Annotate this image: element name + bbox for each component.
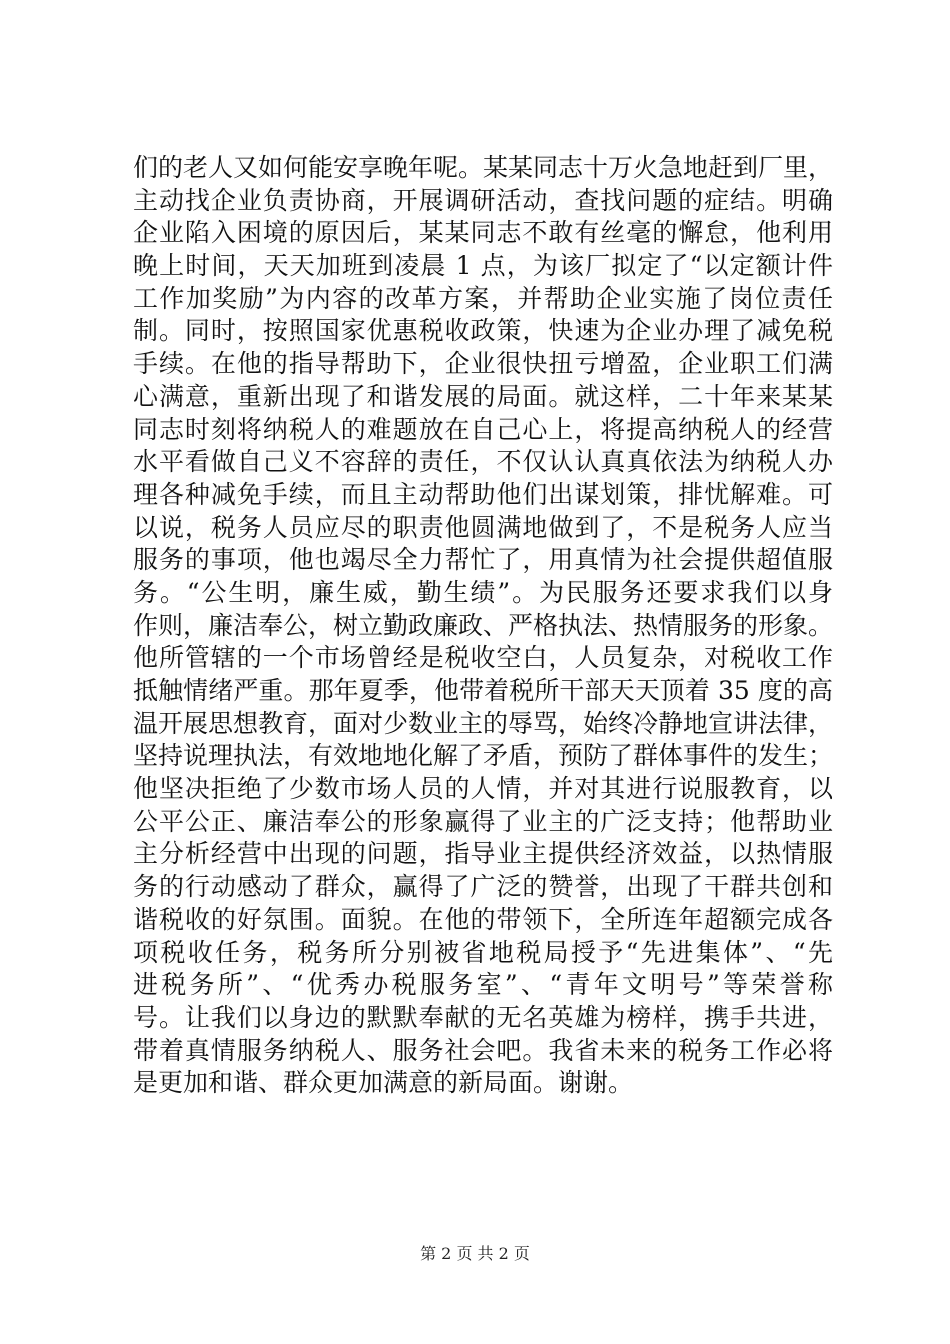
text-line: 制。同时，按照国家优惠税收政策，快速为企业办理了减免税 (133, 316, 833, 346)
text-line: 工作加奖励”为内容的改革方案，并帮助企业实施了岗位责任 (133, 283, 833, 313)
text-line: 进税务所”、“优秀办税服务室”、“青年文明号”等荣誉称 (133, 970, 833, 1000)
text-line: 坚持说理执法，有效地地化解了矛盾，预防了群体事件的发生； (133, 741, 834, 771)
text-line: 们的老人又如何能安享晚年呢。某某同志十万火急地赶到厂里， (133, 153, 834, 182)
text-line: 理各种减免手续，而且主动帮助他们出谋划策，排忧解难。可 (133, 479, 833, 509)
text-line: 公平公正、廉洁奉公的形象赢得了业主的广泛支持；他帮助业 (133, 806, 833, 836)
text-line: 手续。在他的指导帮助下，企业很快扭亏增盈，企业职工们满 (133, 349, 833, 379)
text-line: 温开展思想教育，面对少数业主的辱骂，始终冷静地宣讲法律， (133, 708, 834, 738)
text-line: 务。“公生明，廉生威，勤生绩”。为民服务还要求我们以身 (133, 577, 833, 607)
text-line: 抵触情绪严重。那年夏季，他带着税所干部天天顶着 35 度的高 (133, 676, 833, 705)
text-line: 主分析经营中出现的问题，指导业主提供经济效益，以热情服 (133, 839, 833, 869)
text-line: 务的行动感动了群众，赢得了广泛的赞誉，出现了干群共创和 (133, 872, 833, 902)
text-line: 企业陷入困境的原因后，某某同志不敢有丝毫的懈怠，他利用 (133, 218, 833, 248)
text-line: 以说，税务人员应尽的职责他圆满地做到了，不是税务人应当 (133, 512, 833, 542)
text-line: 他坚决拒绝了少数市场人员的人情，并对其进行说服教育，以 (133, 774, 833, 804)
text-line: 他所管辖的一个市场曾经是税收空白，人员复杂，对税收工作 (133, 643, 833, 673)
text-line: 服务的事项，他也竭尽全力帮忙了，用真情为社会提供超值服 (133, 545, 833, 575)
text-line: 谐税收的好氛围。面貌。在他的带领下，全所连年超额完成各 (133, 904, 833, 934)
text-line: 号。让我们以身边的默默奉献的无名英雄为榜样，携手共进， (133, 1002, 833, 1032)
body-text (133, 152, 833, 1100)
text-line: 带着真情服务纳税人、服务社会吧。我省未来的税务工作必将 (133, 1035, 833, 1065)
text-line: 水平看做自己义不容辞的责任，不仅认认真真依法为纳税人办 (133, 447, 833, 477)
text-line: 项税收任务，税务所分别被省地税局授予“先进集体”、“先 (133, 937, 833, 967)
text-line: 心满意，重新出现了和谐发展的局面。就这样，二十年来某某 (133, 381, 833, 411)
text-line-last: 是更加和谐、群众更加满意的新局面。谢谢。 (133, 1068, 634, 1098)
text-line: 同志时刻将纳税人的难题放在自己心上，将提高纳税人的经营 (133, 414, 833, 444)
text-line: 主动找企业负责协商，开展调研活动，查找问题的症结。明确 (133, 185, 833, 215)
page-number-footer: 第 2 页 共 2 页 (420, 1244, 530, 1263)
text-line: 晚上时间，天天加班到凌晨 1 点，为该厂拟定了“以定额计件 (133, 251, 833, 281)
text-line: 作则，廉洁奉公，树立勤政廉政、严格执法、热情服务的形象。 (133, 610, 834, 640)
